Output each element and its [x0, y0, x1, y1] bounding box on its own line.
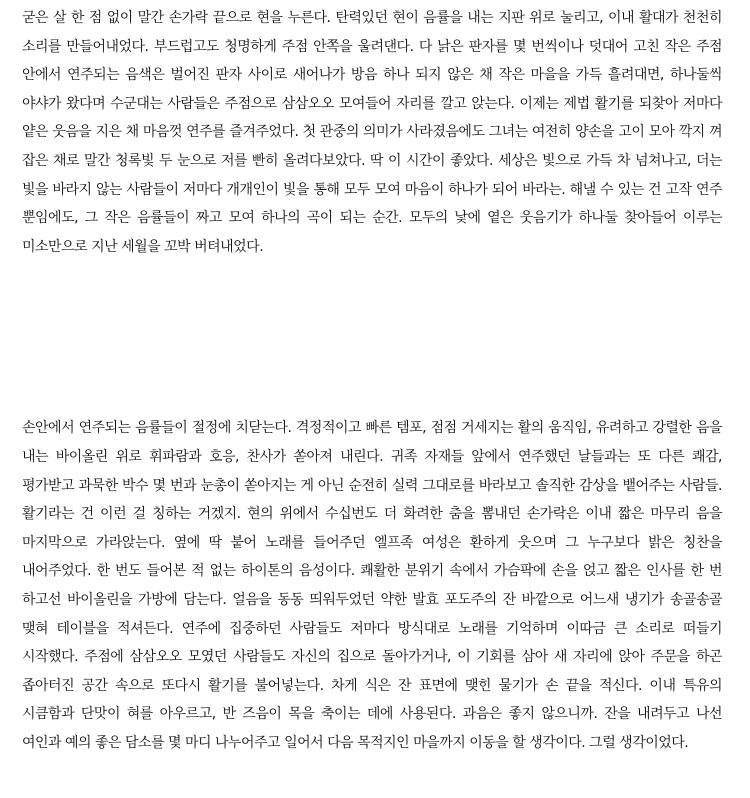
paragraph-2: 손안에서 연주되는 음률들이 절정에 치닫는다. 격정적이고 빠른 템포, 점점 거세지는 활의 움직임, 유려하고 강렬한 음을 내는 바이올린 위로 휘파람과 호응, 찬사가 쏟아져 내린다. 귀족 자재들 앞에서 연주했던 날들과는 또 다른 쾌감, 평가받고 과묵한 박수 몇 번과 눈총이 쏟아지는 게 아닌 순전히 실력 그대로를 바라보고 솔직한 감상을 뱉어주는 사람들. 활기라는 건 이런 걸 칭하는 거겠지. 현의 위에서 수십번도 더 화려한 춤을 뽐내던 손가락은 이내 짧은 마무리 음을 마지막으로 가라앉는다. 옆에 딱 붙어 노래를 들어주던 엘프족 여성은 환하게 웃으며 그 누구보다 밝은 칭찬을 내어주었다. 한 번도 들어본 적 없는 하이톤의 음성이다. 쾌활한 분위기 속에서 가슴팍에 손을 얹고 짧은 인사를 한 번 하고선 바이올린을 가방에 담는다. 얼음을 동동 띄워두었던 약한 발효 포도주의 잔 바깥으로 어느새 냉기가 송골송골 맺혀 테이블을 적셔든다. 연주에 집중하던 사람들도 저마다 방식대로 노래를 기억하며 이따금 큰 소리로 떠들기 시작했다. 주점에 삼삼오오 모였던 사람들도 자신의 집으로 돌아가거나, 이 기회를 삼아 새 자리에 앉아 주문을 하곤 좁아터진 공간 속으로 또다시 활기를 불어넣는다. 차게 식은 잔 표면에 맺힌 물기가 손 끝을 적신다. 이내 특유의 시큼함과 단맛이 혀를 아우르고, 반 즈음이 목을 축이는 데에 사용된다. 과음은 좋지 않으니까. 잔을 내려두고 나선 여인과 예의 좋은 담소를 몇 마디 나누어주고 일어서 다음 목적지인 마을까지 이동을 할 생각이다. 그럴 생각이었다.	[22, 420, 722, 751]
section-gap	[22, 261, 722, 414]
document-body	[22, 4, 722, 757]
paragraph-1: 굳은 살 한 점 없이 말간 손가락 끝으로 현을 누른다. 탄력있던 현이 음률을 내는 지판 위로 눌리고, 이내 활대가 천천히 소리를 만들어내었다. 부드럽고도 청명하게 주점 안쪽을 울려댄다. 다 낡은 판자를 몇 번씩이나 덧대어 고친 작은 주점 안에서 연주되는 음색은 벌어진 판자 사이로 새어나가 방음 하나 되지 않은 채 작은 마을을 가득 흘려대면, 하나둘씩 야샤가 왔다며 수군대는 사람들은 주점으로 삼삼오오 모여들어 자리를 깔고 앉는다. 이제는 제법 활기를 되찾아 저마다 얕은 웃음을 지은 채 마음껏 연주를 즐겨주었다. 첫 관중의 의미가 사라졌음에도 그녀는 여전히 양손을 고이 모아 깍지 껴 잡은 채로 말간 청록빛 두 눈으로 저를 빤히 올려다보았다. 딱 이 시간이 좋았다. 세상은 빛으로 가득 차 넘쳐나고, 더는 빛을 바라지 않는 사람들이 저마다 개개인이 빛을 통해 모두 모여 마음이 하나가 되어 바라는. 해낼 수 있는 건 고작 연주 뿐임에도, 그 작은 음률들이 짜고 모여 하나의 곡이 되는 순간. 모두의 낯에 옅은 웃음기가 하나둘 찾아들어 이루는 미소만으로 지난 세월을 꼬박 버텨내었다.	[22, 10, 722, 255]
